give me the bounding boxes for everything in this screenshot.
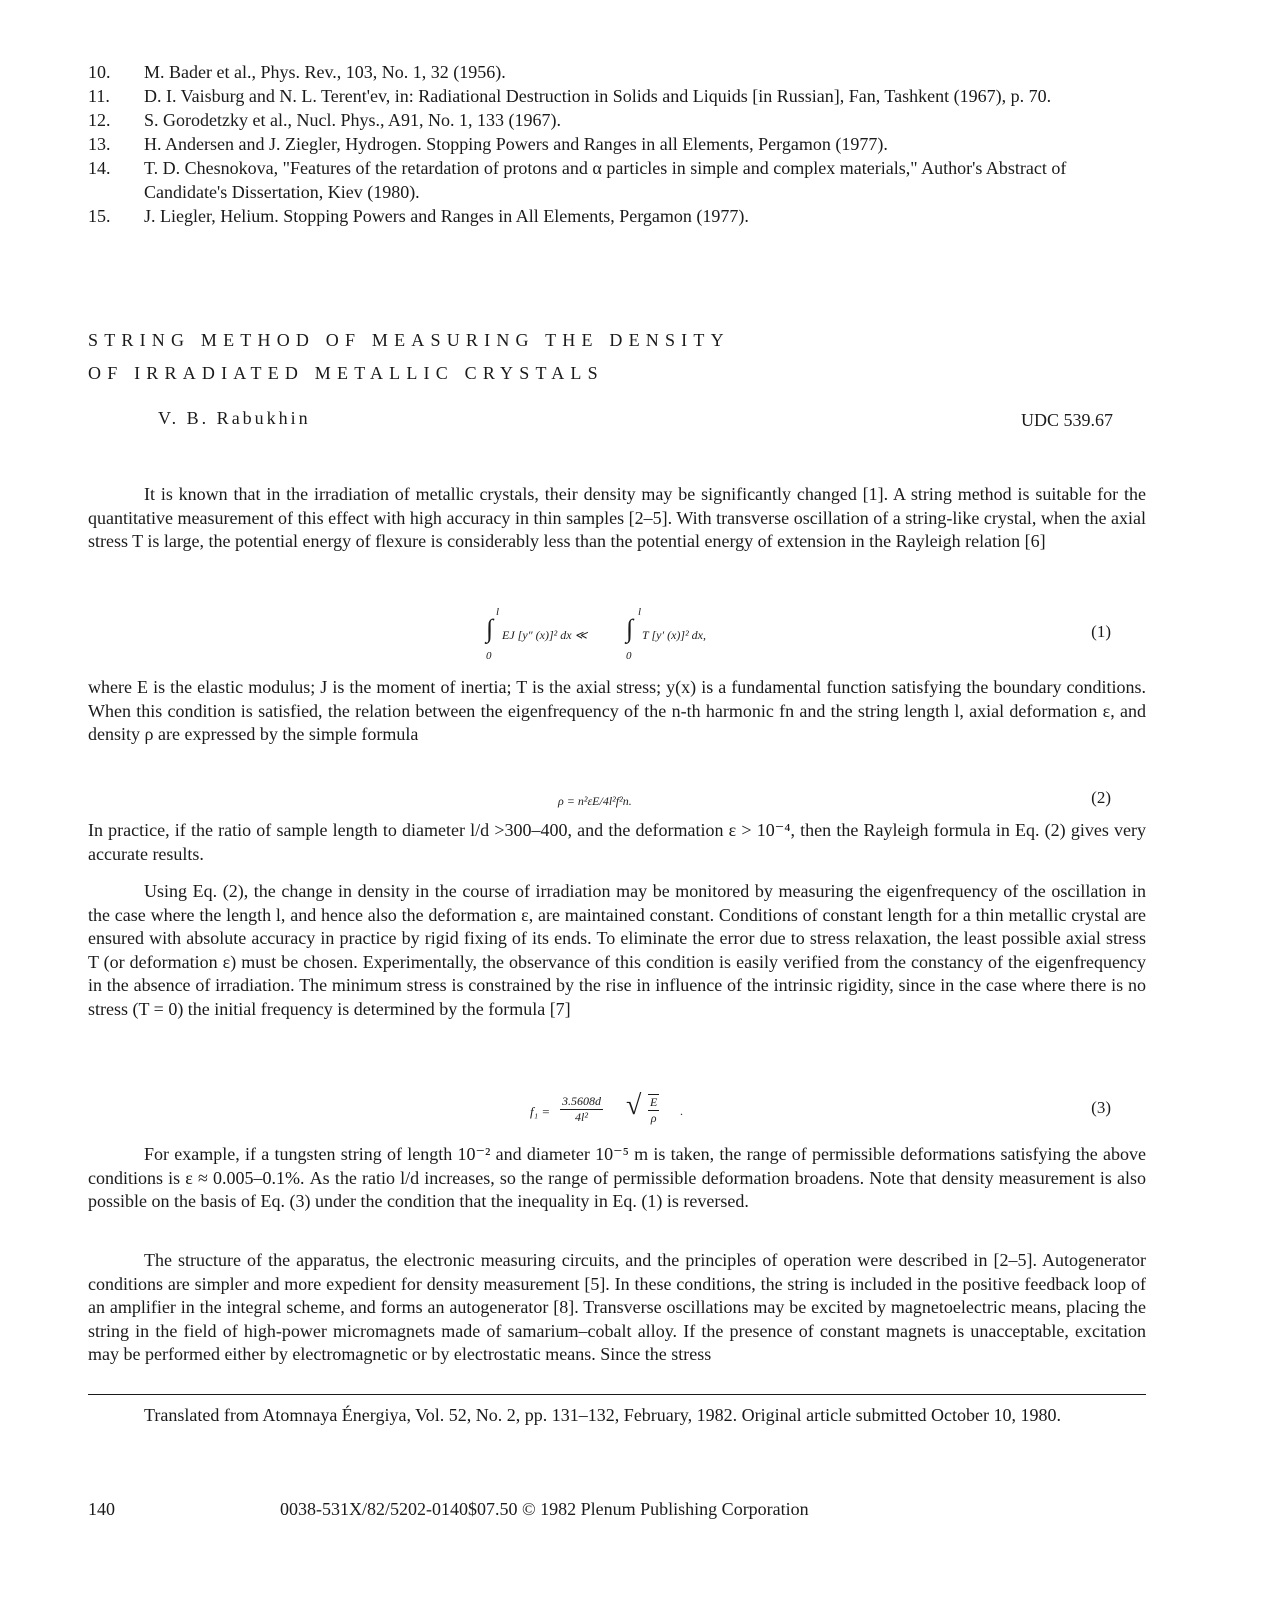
reference-item [88, 84, 1148, 108]
reference-number: 11. [88, 86, 110, 106]
translation-footnote: Translated from Atomnaya Énergiya, Vol. 52, No. 2, pp. 131–132, February, 1982. Original article submitted October 10, 1980. [144, 1405, 1062, 1425]
body-paragraph: The structure of the apparatus, the electronic measuring circuits, and the principles of operation were described in [2–5]. Autogenerator conditions are simpler and more expedient for density measurement [5]. In these conditions, the string is included in the positive feedback loop of an amplifier in the integral scheme, and forms an autogenerator [8]. Transverse oscillations may be excited by magnetoelectric means, placing the string in the field of high-power micromagnets made of samarium–cobalt alloy. If the presence of constant magnets is unacceptable, excitation may be performed either by electromagnetic or by electrostatic means. Since the stress [88, 1250, 1146, 1365]
equation-2-body: ρ = n²εE/4l²f²n. [558, 794, 632, 808]
equation-1-left-term: EJ [y″ (x)]² dx ≪ [502, 628, 588, 642]
article-title-line: STRING METHOD OF MEASURING THE DENSITY [88, 330, 730, 350]
reference-item [88, 204, 1148, 228]
footnote-divider [88, 1394, 1146, 1395]
reference-number: 13. [88, 134, 111, 154]
body-paragraph: where E is the elastic modulus; J is the moment of inertia; T is the axial stress; y(x) is a fundamental function satisfying the boundary conditions. When this condition is satisfied, the relation between the eigenfrequency of the n-th harmonic fn and the string length l, axial deformation ε, and density ρ are expressed by the simple formula [88, 677, 1146, 745]
article-author: V. B. Rabukhin [158, 408, 311, 428]
udc-code: UDC 539.67 [1020, 410, 1113, 430]
equation-3-period: . [680, 1104, 683, 1118]
reference-item [88, 132, 1148, 156]
integral-lower-limit: 0 [626, 650, 632, 662]
reference-text: J. Liegler, Helium. Stopping Powers and Ranges in All Elements, Pergamon (1977). [144, 206, 749, 226]
body-paragraph: It is known that in the irradiation of metallic crystals, their density may be significantly changed [1]. A string method is suitable for the quantitative measurement of this effect with high accuracy in thin samples [2–5]. With transverse oscillation of a string-like crystal, when the axial stress T is large, the potential energy of flexure is considerably less than the potential energy of extension in the Rayleigh relation [6] [88, 484, 1146, 552]
reference-number: 12. [88, 110, 111, 130]
integral-upper-limit: l [638, 606, 642, 618]
equation-3-radicand [648, 1094, 659, 1126]
reference-number: 15. [88, 206, 111, 226]
reference-text: H. Andersen and J. Ziegler, Hydrogen. Stopping Powers and Ranges in all Elements, Pergamon (1977). [144, 134, 888, 154]
reference-item [88, 156, 1148, 204]
equation-3-fraction [560, 1094, 603, 1125]
square-root-icon: √ [626, 1090, 642, 1121]
equation-3-lhs: f₁ = [530, 1104, 551, 1119]
equation-number: (3) [1091, 1098, 1111, 1117]
body-paragraph: For example, if a tungsten string of length 10⁻² and diameter 10⁻⁵ m is taken, the range of permissible deformations satisfying the above conditions is ε ≈ 0.005–0.1%. As the ratio l/d increases, so the range of permissible deformation broadens. Note that density measurement is also possible on the basis of Eq. (3) under the condition that the inequality in Eq. (1) is reversed. [88, 1144, 1146, 1212]
reference-text: T. D. Chesnokova, "Features of the retardation of protons and α particles in simple and complex materials," Author's Abstract of Candidate's Dissertation, Kiev (1980). [144, 158, 1067, 202]
reference-text: D. I. Vaisburg and N. L. Terent'ev, in: Radiational Destruction in Solids and Liquids [in Russian], Fan, Tashkent (1967), p. 70. [144, 86, 1052, 106]
reference-number: 10. [88, 62, 111, 82]
reference-text: S. Gorodetzky et al., Nucl. Phys., A91, No. 1, 133 (1967). [144, 110, 561, 130]
reference-item [88, 60, 1148, 84]
integral-lower-limit: 0 [486, 650, 492, 662]
reference-item [88, 108, 1148, 132]
body-paragraph: Using Eq. (2), the change in density in the course of irradiation may be monitored by measuring the eigenfrequency of the oscillation in the case where the length l, and hence also the deformation ε, are maintained constant. Conditions of constant length for a thin metallic crystal are ensured with absolute accuracy in practice by rigid fixing of its ends. To eliminate the error due to stress relaxation, the least possible axial stress T (or deformation ε) must be chosen. Experimentally, the observance of this condition is easily verified from the constancy of the eigenfrequency in the absence of irradiation. The minimum stress is constrained by the rise in influence of the intrinsic rigidity, since in the case where there is no stress (T = 0) the initial frequency is determined by the formula [7] [88, 881, 1146, 1019]
article-title-line: OF IRRADIATED METALLIC CRYSTALS [88, 363, 604, 383]
equation-1-right-term: T [y′ (x)]² dx, [642, 628, 706, 642]
equation-number: (2) [1091, 788, 1111, 807]
fraction-denominator: ρ [650, 1111, 657, 1125]
integral-sign: ∫ [626, 614, 634, 643]
integral-upper-limit: l [496, 606, 500, 618]
body-paragraph: In practice, if the ratio of sample length to diameter l/d >300–400, and the deformation ε > 10⁻⁴, then the Rayleigh formula in Eq. (2) gives very accurate results. [88, 820, 1146, 864]
page-number: 140 [88, 1499, 115, 1519]
fraction-numerator: E [650, 1095, 658, 1109]
reference-text: M. Bader et al., Phys. Rev., 103, No. 1, 32 (1956). [144, 62, 506, 82]
reference-number: 14. [88, 158, 111, 178]
fraction-denominator: 4l² [575, 1110, 588, 1124]
equation-number: (1) [1091, 622, 1111, 641]
publisher-line: 0038-531X/82/5202-0140$07.50 © 1982 Plenum Publishing Corporation [280, 1499, 809, 1519]
reference-list [88, 60, 1148, 228]
integral-sign: ∫ [486, 614, 494, 643]
fraction-numerator: 3.5608d [562, 1094, 601, 1108]
article-title [88, 324, 730, 390]
